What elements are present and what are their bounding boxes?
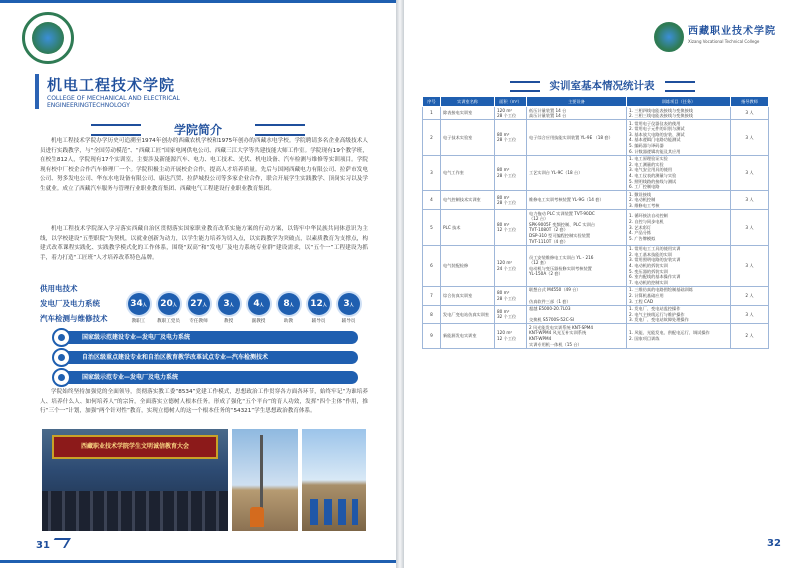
table-cell-name: PLC 技术 [441, 210, 495, 246]
table-cell-equip: 2 风光能发电实训系统 KNT-SPM4 KNT-WPM4 风光互补实训系统 KNT-WPM4 实训专用机一体机（15 台） [527, 324, 627, 348]
stat-item [276, 293, 301, 324]
college-logo [22, 12, 74, 64]
book-gutter [396, 0, 404, 568]
stat-item [126, 293, 151, 324]
table-cell-equip: 联想台式 M4550（49 台） 仿真软件三部（1 套） [527, 286, 627, 305]
college-logo-small [654, 22, 684, 52]
ornament-left [510, 81, 540, 92]
photo-power-line [232, 429, 298, 531]
table-cell-teachers: 3 人 [731, 245, 769, 286]
photo-field-work [302, 429, 366, 531]
stat-circle: 34人 [128, 293, 150, 315]
table-cell-no: 3 [423, 155, 441, 191]
stat-label: 专任教师 [189, 319, 208, 324]
intro-paragraph-1: 机电工程技术学院办学历史可追溯至1974年创办的西藏农机学校和1975年创办的西藏水电学校。学院聘请多名企业高级技术人员进行实践教学，与“全国劳动模范”、“西藏工匠”国家电网供电公司、西藏三江大学等共建技能大师工作室。学院现有19个教学班，在校生812人，学院现有17个实训室，主要涉及新能源汽车、电力、电工技术、光伏、机电设备、汽车检测与维修等实训项目。学院现有校中厂校企合作汽车修理厂一个。学院积极主动开展校企合作，提高人才培养质量。先后与国网西藏电力有限公司、拉萨市发电公司、努多发电公司、华东水电设备有限公司、康达汽贸、拉萨城投公司等多家企业合作，联合开展学生实践教学、顶岗实习以及学生就业。成立了西藏汽车服务与管理行业职业教育集团、西藏电气工程建设行业职业教育集团。 [40, 138, 368, 192]
audience [42, 491, 228, 531]
table-row [423, 120, 769, 156]
table-cell-equip: 超越 E5000-20.7L03 交换机 S5700S-52C-SI [527, 305, 627, 324]
page-number-right: 32 [767, 538, 781, 549]
ornament-right [255, 124, 305, 136]
left-page [0, 0, 396, 568]
specialty-3: 汽车检测与维修技术 [40, 314, 108, 323]
table-cell-area: 80 m² 28 个工位 [495, 120, 527, 156]
photo-meeting [42, 429, 228, 531]
table-row [423, 245, 769, 286]
table-cell-area: 80 m² 32 个工位 [495, 305, 527, 324]
table-header-cell: 指导教师 [731, 97, 769, 107]
program-bar-1-text: 国家级示范建设专业—发电厂及电力系统 [82, 334, 191, 341]
table-cell-area: 80 m² 12 个工位 [495, 210, 527, 246]
program-bar-2 [58, 351, 358, 364]
table-cell-tasks: 1. 发电厂、变电站监控操作 2. 电气主接线运行与维护操作 3. 发电厂、变电站故障处理操作 [627, 305, 731, 324]
table-cell-name: 电气控制技术实训室 [441, 191, 495, 210]
brand-name-en: Xizang Vocational Technical College [688, 39, 760, 44]
table-cell-tasks: 1. 循环接法自动控制 2. 自控与同步电机 3. 艺术彩灯 4. 产品分拣 5. 广告牌模拟 [627, 210, 731, 246]
table-cell-name: 新能源发电实训室 [441, 324, 495, 348]
ornament-right [665, 81, 695, 92]
table-cell-tasks: 1. 常用电子仪器仪表的使用 2. 常用电子元件的识别与测试 3. 基本放大电路的安装、测试 4. 基本逻辑门电路功能测试 5. 编码器与译码器 6. 计数器逻辑功能及其应用 [627, 120, 731, 156]
table-cell-no: 7 [423, 286, 441, 305]
table-cell-area: 120 m² 28 个工位 [495, 107, 527, 120]
table-cell-name: 除表接电实训室 [441, 107, 495, 120]
program-bar-3-text: 国家级示范专业—发电厂及电力系统 [82, 374, 179, 381]
program-bar-3 [58, 371, 358, 384]
table-cell-area: 120 m² 24 个工位 [495, 245, 527, 286]
table-title-text: 实训室基本情况统计表 [549, 80, 655, 92]
specialty-2: 发电厂及电力系统 [40, 299, 100, 308]
table-cell-name: 电气工作室 [441, 155, 495, 191]
table-row [423, 324, 769, 348]
table-row [423, 210, 769, 246]
table-body [423, 107, 769, 349]
stat-circle: 4人 [248, 293, 270, 315]
table-cell-name: 综合仿真实训室 [441, 286, 495, 305]
intro-paragraph-2: 机电工程技术学院深入学习落实西藏自治区贯彻落实国家职业教育改革实施方案的行动方案，以铸牢中华民族共同体意识为主线，以学校建设“五型职院”为契机，以就业创新为动力，以学生能力培养为切入点，以实践教学为突破点，以素质教育为支撑点，构建式改革课程实践化、实践教学模式化的工作体系，围绕“双高”和“发电厂及电力系统专业群”建设需求，以“五个一”工程建设为抓手，着力打造“工匠班”人才培养改革特色品牌。 [40, 226, 368, 261]
table-cell-tasks: 1. 电工原理验证实验 2. 电工测量的实验 3. 电气安全用具的使用 4. 电工仪表的测量与实验 5. 照明线路的接线与测试 6. 工厂控制电路 [627, 155, 731, 191]
worker [250, 507, 264, 527]
table-cell-tasks: 1. 敷设接线 2. 电动机控制 3. 维修电工考核 [627, 191, 731, 210]
table-cell-tasks: 1. 三维仿真的电路图绘制基础训练 2. 计算机基础应用 3. 工程 CAD [627, 286, 731, 305]
table-row [423, 305, 769, 324]
stat-circle: 27人 [188, 293, 210, 315]
brand [688, 22, 776, 44]
brand-name-cn: 西藏职业技术学院 [688, 26, 776, 37]
table-header-row [423, 97, 769, 107]
stat-circle: 12人 [308, 293, 330, 315]
table-title [404, 78, 800, 93]
table-row [423, 191, 769, 210]
stat-circle: 20人 [158, 293, 180, 315]
table-cell-equip: 电子综合应用技能实训装置 YL-9E （18 套） [527, 120, 627, 156]
right-page [404, 0, 800, 568]
section-title [0, 119, 396, 138]
table-cell-name: 电子技术实验室 [441, 120, 495, 156]
table-cell-teachers: 3 人 [731, 191, 769, 210]
table-cell-equip: 电力拖动 PLC 实训装置 TVT-90DC （12 台） SPK-9005F 变频控制、PLC 实训台 TVT-1080T（2 套） DSP-310 型可编程控制实验装置 TVT-1110T（4 套） [527, 210, 627, 246]
table-header-cell: 训练项目（任务） [627, 97, 731, 107]
stat-circle: 3人 [338, 293, 360, 315]
table-header-cell: 面积（m²） [495, 97, 527, 107]
table-cell-no: 4 [423, 191, 441, 210]
table-cell-area: 80 m² 28 个工位 [495, 191, 527, 210]
lab-stats-table [422, 96, 769, 349]
table-header-cell: 序号 [423, 97, 441, 107]
table-row [423, 286, 769, 305]
table-cell-no: 1 [423, 107, 441, 120]
table-cell-area: 120 m² 12 个工位 [495, 324, 527, 348]
stat-item [306, 293, 331, 324]
stat-item [216, 293, 241, 324]
table-cell-teachers: 3 人 [731, 155, 769, 191]
banner-red: 西藏职业技术学院学生文明诚信教育大会 [52, 435, 218, 459]
stat-label: 辅导员 [311, 319, 326, 324]
table-cell-no: 9 [423, 324, 441, 348]
college-name-en-2: ENGINEERINGTECHNOLOGY [47, 102, 130, 109]
table-cell-equip: 员工安装维修电工实训台 YL - 216 （12 套） 电动机与变压器检修实训考核装置 YL-150A（2 套） [527, 245, 627, 286]
bottom-stripe-left [0, 560, 396, 563]
table-header-cell: 主要设备 [527, 97, 627, 107]
table-cell-name: 发电厂变电站仿真实训室 [441, 305, 495, 324]
table-cell-tasks: 1. 三相四线电能表接线与变换接线 2. 三相三线电能表接线与变换接线 [627, 107, 731, 120]
stat-item [246, 293, 271, 324]
table-cell-equip: 低压计量装置 14 台 高压计量装置 14 台 [527, 107, 627, 120]
page-number-left: 31 [36, 538, 68, 551]
intro-paragraph-3: 学院始终坚持加强党的全面领导，贯彻落实教工委“8534”党建工作模式，思想政治工作贯穿各方面各环节，始终牢记“为谁培养人、培养什么人、如何培养人”的宗旨，全面落实立德树人根本任务。形成了强化“五个平台”的育人功效，发挥“四个主体”作用，推行“三个一”计划，加强“两个针对性”教育，实现立德树人的这一个根本任务的“54321”学生思想政治教育体系。 [40, 389, 368, 415]
stat-item [156, 293, 181, 324]
section-title-text: 学院简介 [173, 123, 222, 137]
table-cell-tasks: 1. 常用电工工具的使用实训 2. 电工基本技能的实训 3. 常用照明电路的安装实训 4. 电动机的拆装实训 5. 变压器的拆装实训 6. 室内配线的基本操作实训 7. 电动机的控制实训 [627, 245, 731, 286]
stat-label: 副教授 [251, 319, 266, 324]
table-cell-teachers: 3 人 [731, 107, 769, 120]
table-row [423, 155, 769, 191]
stat-label: 教职工党员 [157, 319, 180, 324]
table-cell-tasks: 1. 风能、光能发电、供配电运行、调试操作 2. 国家项目训练 [627, 324, 731, 348]
specialty-1: 供用电技术 [40, 284, 78, 293]
table-cell-no: 5 [423, 210, 441, 246]
college-name-en-1: COLLEGE OF MECHANICAL AND ELECTRICAL [47, 95, 180, 102]
stat-item [186, 293, 211, 324]
table-cell-no: 2 [423, 120, 441, 156]
table-cell-equip: 维修电工实训考核装置 YL-9G（14 套） [527, 191, 627, 210]
table-cell-equip: 工艺实训台 YL-9C（18 台） [527, 155, 627, 191]
table-row [423, 107, 769, 120]
top-stripe [0, 0, 396, 3]
table-cell-teachers: 2 人 [731, 324, 769, 348]
table-header-cell: 实训室名称 [441, 97, 495, 107]
table-cell-teachers: 2 人 [731, 286, 769, 305]
college-title [35, 74, 377, 109]
table-cell-teachers: 3 人 [731, 120, 769, 156]
stat-item [336, 293, 361, 324]
stat-circle: 8人 [278, 293, 300, 315]
stat-label: 教职工 [131, 319, 146, 324]
workers [310, 499, 358, 525]
stat-label: 教授 [223, 319, 234, 324]
table-cell-no: 6 [423, 245, 441, 286]
stat-label: 助教 [283, 319, 294, 324]
ornament-left [91, 124, 141, 136]
table-cell-no: 8 [423, 305, 441, 324]
program-bar-2-text: 自治区级重点建设专业和自治区教育教学改革试点专业—汽车检测技术 [82, 354, 269, 361]
college-name-cn: 机电工程技术学院 [47, 76, 176, 94]
table-cell-name: 电气装配检修 [441, 245, 495, 286]
stat-circle: 3人 [218, 293, 240, 315]
table-cell-area: 80 m² 28 个工位 [495, 286, 527, 305]
stat-label: 辅导员 [341, 319, 356, 324]
table-cell-teachers: 3 人 [731, 210, 769, 246]
table-cell-teachers: 3 人 [731, 305, 769, 324]
program-bar-1 [58, 331, 358, 344]
table-cell-area: 80 m² 28 个工位 [495, 155, 527, 191]
